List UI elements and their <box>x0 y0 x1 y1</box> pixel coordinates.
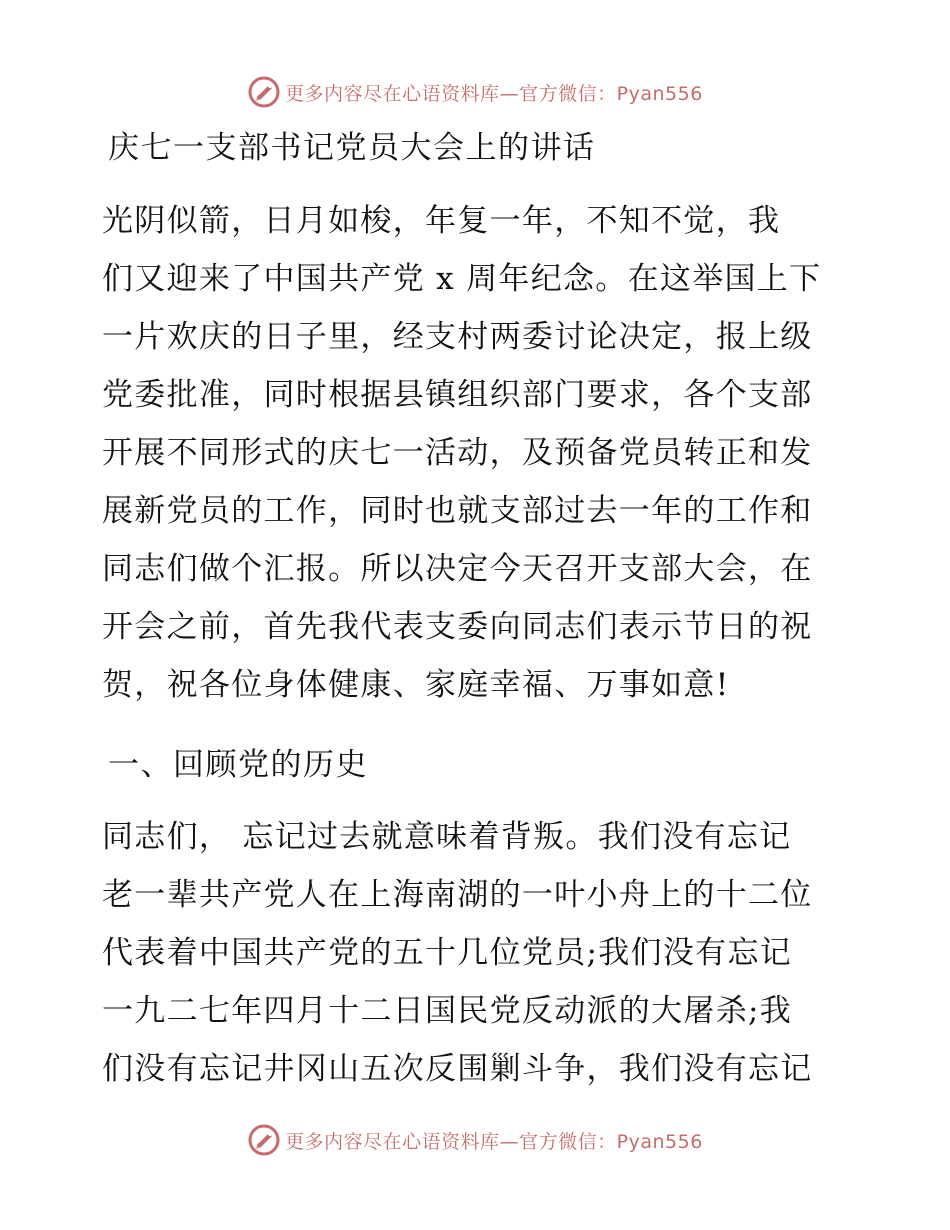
paragraph-line: 一九二七年四月十二日国民党反动派的大屠杀;我 <box>102 993 793 1029</box>
brand-logo-icon <box>247 75 281 109</box>
watermark-header <box>0 72 950 112</box>
paragraph-line: 老一辈共产党人在上海南湖的一叶小舟上的十二位 <box>102 877 813 913</box>
paragraph-line: 展新党员的工作，同时也就支部过去一年的工作和 <box>102 493 813 529</box>
section-heading: 一、回顾党的历史 <box>108 747 368 783</box>
paragraph-line: 们又迎来了中国共产党 x 周年纪念。在这举国上下 <box>102 261 822 297</box>
watermark-footer <box>0 1120 950 1160</box>
paragraph-line: 同志们， 忘记过去就意味着背叛。我们没有忘记 <box>102 819 792 855</box>
paragraph-line: 贺，祝各位身体健康、家庭幸福、万事如意! <box>102 667 730 703</box>
paragraph-line: 同志们做个汇报。所以决定今天召开支部大会，在 <box>102 551 813 587</box>
paragraph-line: 党委批准，同时根据县镇组织部门要求，各个支部 <box>102 377 813 413</box>
paragraph-line: 一片欢庆的日子里，经支村两委讨论决定，报上级 <box>102 319 813 355</box>
brand-logo-icon <box>247 1123 281 1157</box>
paragraph-line: 开会之前，首先我代表支委向同志们表示节日的祝 <box>102 609 813 645</box>
paragraph-line: 光阴似箭，日月如梭，年复一年，不知不觉，我 <box>102 203 781 239</box>
watermark-text: 更多内容尽在心语资料库—官方微信：Pyan556 <box>285 1130 703 1153</box>
paragraph-history <box>102 808 862 1098</box>
watermark-text: 更多内容尽在心语资料库—官方微信：Pyan556 <box>285 82 703 105</box>
document-title: 庆七一支部书记党员大会上的讲话 <box>108 130 596 166</box>
paragraph-line: 开展不同形式的庆七一活动，及预备党员转正和发 <box>102 435 813 471</box>
paragraph-line: 们没有忘记井冈山五次反围剿斗争，我们没有忘记 <box>102 1051 813 1087</box>
paragraph-opening <box>102 192 862 714</box>
paragraph-line: 代表着中国共产党的五十几位党员;我们没有忘记 <box>102 935 793 971</box>
